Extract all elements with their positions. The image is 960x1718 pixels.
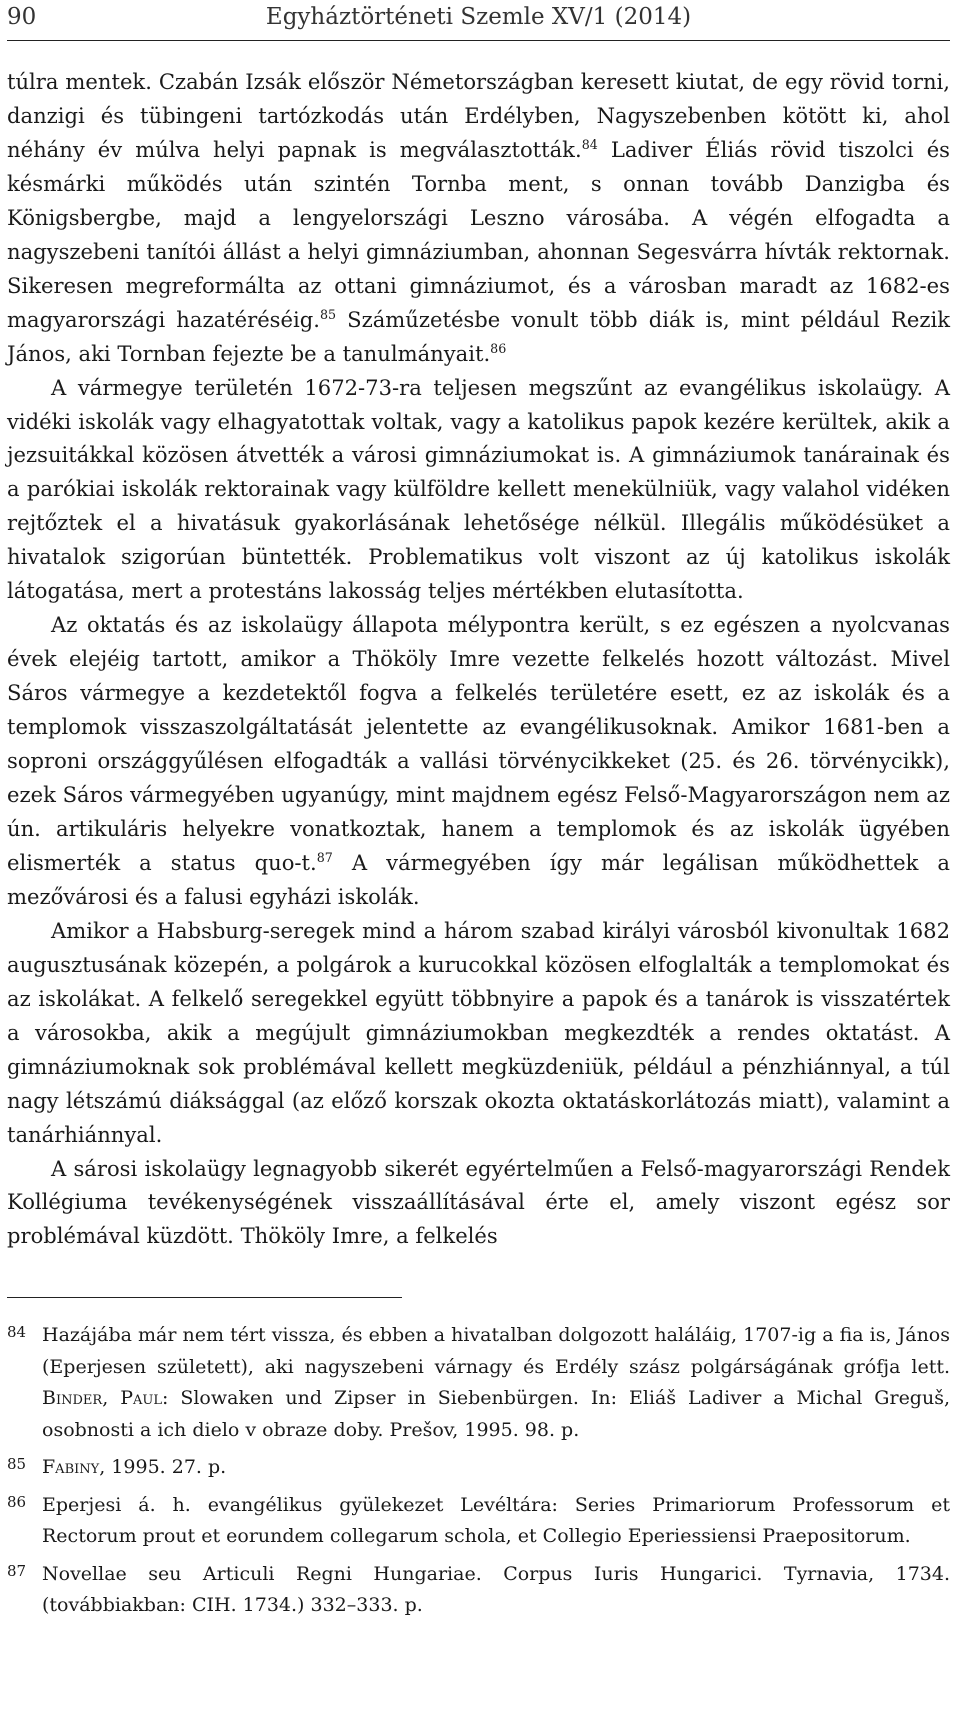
footnote-85-text: , 1995. 27. p.	[99, 1456, 227, 1479]
footnote-text	[42, 1320, 950, 1446]
author-forename: Paul	[120, 1387, 162, 1410]
main-text	[7, 65, 950, 1253]
footnote-text	[42, 1559, 950, 1622]
paragraph-1-part-b: Ladiver Éliás rövid tiszolci és késmárki működés után szintén Tornba ment, s onnan tovább Danzigba és Königsbergbe, majd a lengyelországi Leszno városába. A végén elfogadta a nagyszebeni tanítói állást a helyi gimnáziumban, ahonnan Segesvárra hívták rektornak. Sikeresen megreformálta az ottani gimnáziumot, és a városban maradt az 1682-es magyarországi hazatéréséig.	[7, 136, 951, 332]
paragraph-1	[7, 65, 950, 371]
running-header	[7, 0, 950, 41]
footnote-86-text: Eperjesi á. h. evangélikus gyülekezet Levéltára: Series Primariorum Professorum et Rectorum prout et eorundem collegarum schola, et Collegio Eperiessiensi Praepositorum.	[42, 1493, 950, 1548]
footnote-ref-86[interactable]: 86	[490, 340, 507, 356]
footnote-ref-87[interactable]: 87	[316, 850, 333, 866]
footnote-separator	[7, 1297, 402, 1298]
footnote-ref-84[interactable]: 84	[581, 137, 598, 153]
author-surname: Binder	[42, 1387, 103, 1410]
paragraph-1-part-a: túlra mentek. Czabán Izsák először Németországban keresett kiutat, de egy rövid torni, danzigi és tübingeni tartózkodás után Erdélyben, Nagyszebenben kötött ki, ahol néhány év múlva helyi papnak is megválasztották.	[7, 69, 950, 162]
page-number: 90	[7, 4, 37, 30]
footnote-84-text-a: Hazájába már nem tért vissza, és ebben a hivatalban dolgozott haláláig, 1707-ig a fia is, János (Eperjesen született), aki nagyszebeni várnagy és Erdély szász polgárságának grófja lett.	[42, 1324, 950, 1378]
journal-title: Egyháztörténeti Szemle XV/1 (2014)	[265, 4, 692, 30]
author-surname: Fabiny	[42, 1456, 100, 1479]
paragraph-3-part-b: A vármegyében így már legálisan működhettek a mezővárosi és a falusi egyházi iskolák.	[7, 849, 950, 909]
footnote-85	[7, 1452, 950, 1484]
paragraph-4: Amikor a Habsburg-seregek mind a három szabad királyi városból kivonultak 1682 augusztusának közepén, a polgárok a kurucokkal közösen elfoglalták a templomokat és az iskolákat. A felkelő seregekkel együtt többnyire a papok és a tanárok is visszatértek a városokba, akik a megújult gimnáziumokban megkezdték a rendes oktatást. A gimnáziumoknak sok problémával kellett megküzdeniük, például a pénzhiánnyal, a túl nagy létszámú diáksággal (az előző korszak okozta oktatáskorlátozás miatt), valamint a tanárhiánnyal.	[7, 917, 950, 1147]
footnote-86	[7, 1490, 950, 1553]
footnote-number: 84	[7, 1323, 27, 1342]
paragraph-1-part-c: Száműzetésbe vonult több diák is, mint például Rezik János, aki Tornban fejezte be a tanulmányait.	[7, 306, 950, 366]
footnote-ref-85[interactable]: 85	[319, 306, 337, 322]
footnote-text	[42, 1452, 950, 1484]
footnotes	[7, 1320, 950, 1622]
footnote-84-text-b: : Slowaken und Zipser in Siebenbürgen. In: Eliáš Ladiver a Michal Greguš, osobnosti a ich dielo v obraze doby. Prešov, 1995. 98. p.	[42, 1387, 950, 1441]
paragraph-5: A sárosi iskolaügy legnagyobb sikerét egyértelműen a Felső-magyarországi Rendek Kollégiuma tevékenységének visszaállításával érte el, amely viszont egész sor problémával küzdött. Thököly Imre, a felkelés	[7, 1155, 950, 1249]
footnote-84	[7, 1320, 950, 1446]
paragraph-3-part-a: Az oktatás és az iskolaügy állapota mélypontra került, s ez egészen a nyolcvanas évek elejéig tartott, amikor a Thököly Imre vezette felkelés hozott változást. Mivel Sáros vármegye a kezdetektől fogva a felkelés területére esett, ez az iskolák és a templomok visszaszolgáltatását jelentette az evangélikusoknak. Amikor 1681-ben a soproni országgyűlésen elfogadták a vallási törvénycikkeket (25. és 26. törvénycikk), ezek Sáros vármegyében ugyanúgy, mint majdnem egész Felső-Magyarországon nem az ún. artikuláris helyekre vonatkoztak, hanem a templomok és az iskolák ügyében elismerték a status quo-t.	[7, 612, 950, 875]
paragraph-2: A vármegye területén 1672-73-ra teljesen megszűnt az evangélikus iskolaügy. A vidéki iskolák vagy elhagyatottak voltak, vagy a katolikus papok kezére kerültek, akik a jezsuitákkal közösen átvették a városi gimnáziumokat is. A gimnáziumok tanárainak és a parókiai iskolák rektorainak vagy külföldre kellett menekülniük, vagy valahol vidéken rejtőztek el a hivatásuk gyakorlásának lehetősége nélkül. Illegális működésüket a hivatalok szigorúan büntették. Problematikus volt viszont az új katolikus iskolák látogatása, mert a protestáns lakosság teljes mértékben elutasította.	[7, 374, 950, 604]
footnote-number: 87	[7, 1561, 27, 1580]
footnote-number: 85	[7, 1455, 27, 1474]
footnote-text	[42, 1490, 950, 1553]
footnote-number: 86	[7, 1492, 27, 1511]
footnote-84-sep: ,	[102, 1387, 121, 1410]
footnote-87-text: Novellae seu Articuli Regni Hungariae. Corpus Iuris Hungarici. Tyrnavia, 1734. (továbbiakban: CIH. 1734.) 332–333. p.	[42, 1562, 950, 1617]
paragraph-3	[7, 608, 950, 914]
footnote-87	[7, 1559, 950, 1622]
